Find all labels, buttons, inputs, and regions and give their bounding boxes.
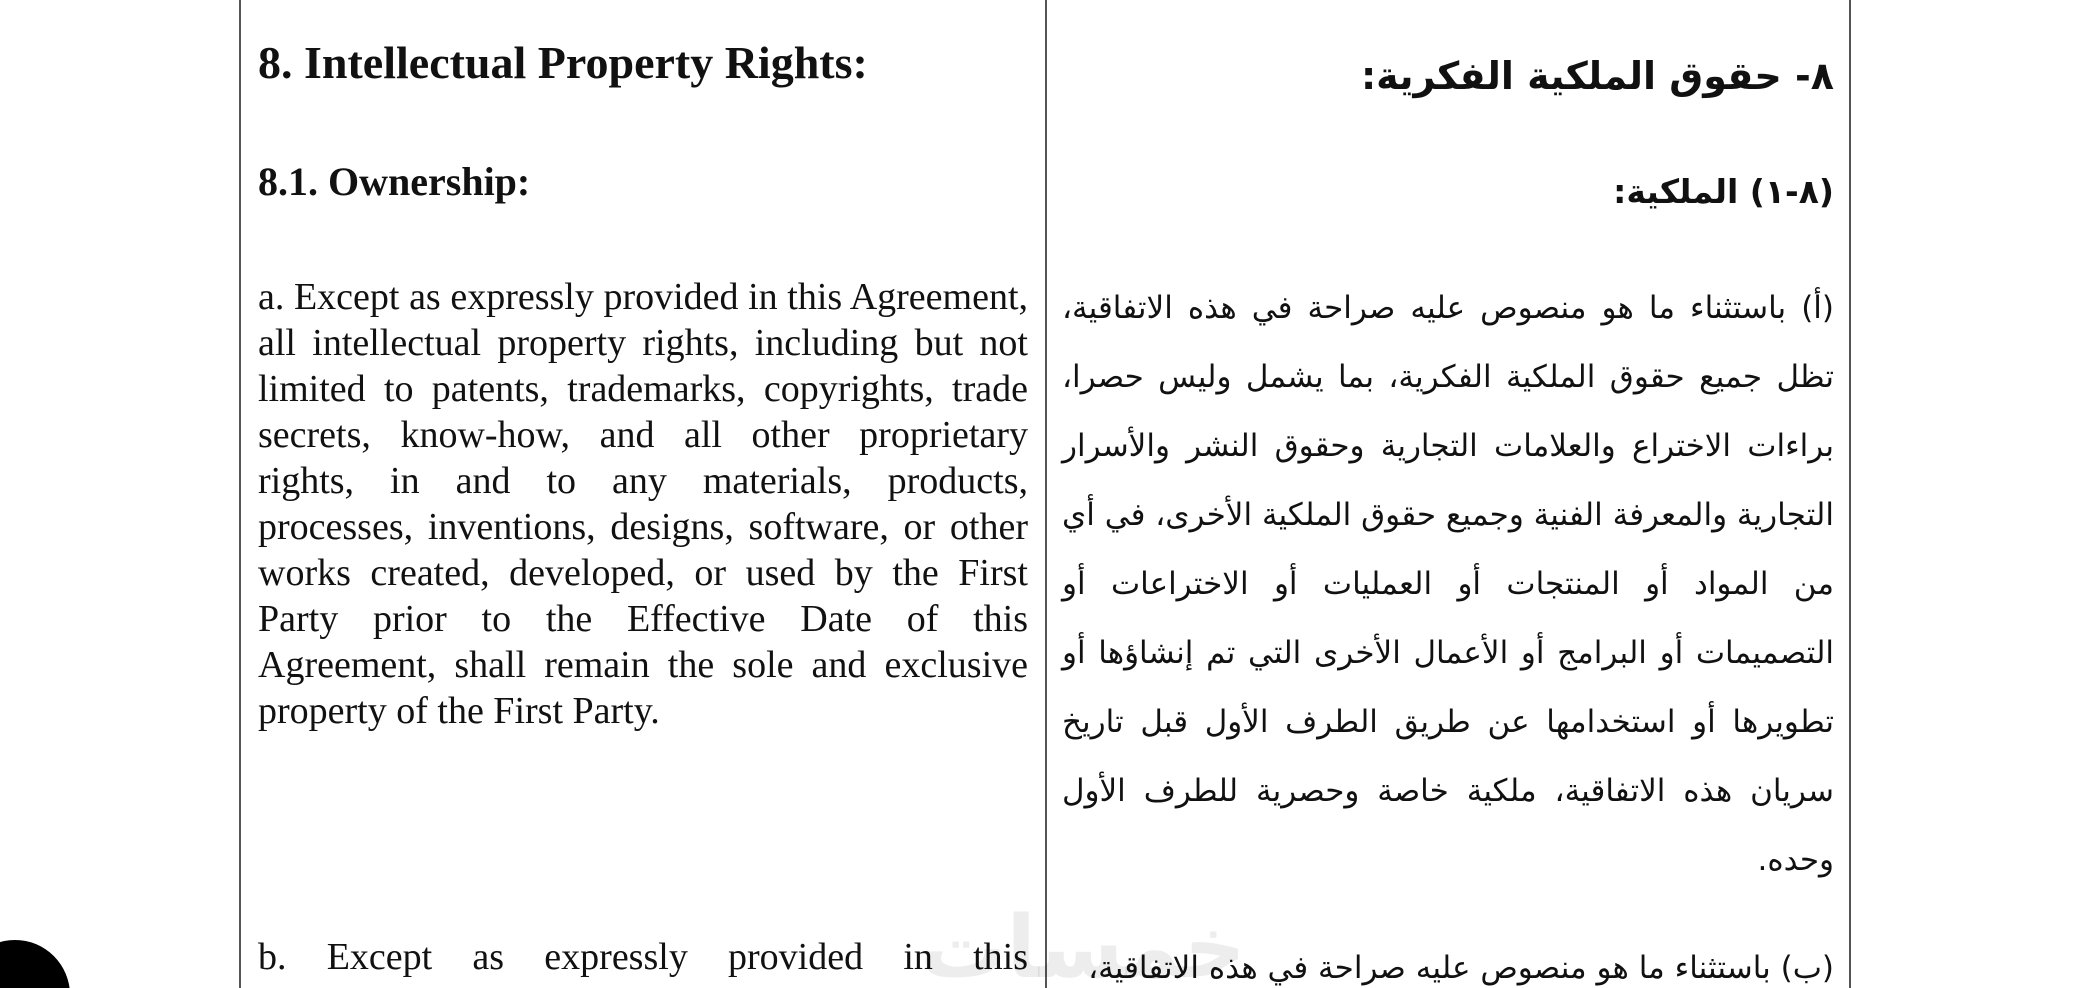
table-border-right [1849, 0, 1851, 988]
arabic-clause-b: (ب) باستثناء ما هو منصوص عليه صراحة في هذه الاتفاقية، [1088, 950, 1834, 986]
english-column [258, 0, 1028, 988]
arabic-subsection-heading: (٨-١) الملكية: [1613, 172, 1834, 211]
table-border-middle [1045, 0, 1047, 988]
english-clause-b: b. Except as expressly provided in this [258, 936, 1028, 978]
english-section-heading: 8. Intellectual Property Rights: [258, 37, 868, 88]
english-subsection-heading: 8.1. Ownership: [258, 159, 531, 204]
arabic-section-heading: ٨- حقوق الملكية الفكرية: [1360, 54, 1834, 98]
table-border-left [239, 0, 241, 988]
corner-decoration [0, 940, 70, 988]
watermark-logo: خمسات [920, 898, 1246, 988]
arabic-column [1062, 0, 1834, 988]
arabic-clause-a: (أ) باستثناء ما هو منصوص عليه صراحة في هذه الاتفاقية، تظل جميع حقوق الملكية الفكرية، بما يشمل وليس حصرا، براءات الاختراع والعلامات التجارية وحقوق النشر والأسرار التجارية والمعرفة الفنية وجميع حقوق الملكية الأخرى، في أي من المواد أو المنتجات أو العمليات أو الاختراعات أو التصميمات أو البرامج أو الأعمال الأخرى التي تم إنشاؤها أو تطويرها أو استخدامها عن طريق الطرف الأول قبل تاريخ سريان هذه الاتفاقية، ملكية خاصة وحصرية للطرف الأول وحده. [1062, 290, 1834, 878]
english-clause-a: a. Except as expressly provided in this Agreement, all intellectual property rights, including but not limited to patents, trademarks, copyrights, trade secrets, know-how, and all other proprietary rights, in and to any materials, products, processes, inventions, designs, software, or other works created, developed, or used by the First Party prior to the Effective Date of this Agreement, shall remain the sole and exclusive property of the First Party. [258, 276, 1028, 732]
